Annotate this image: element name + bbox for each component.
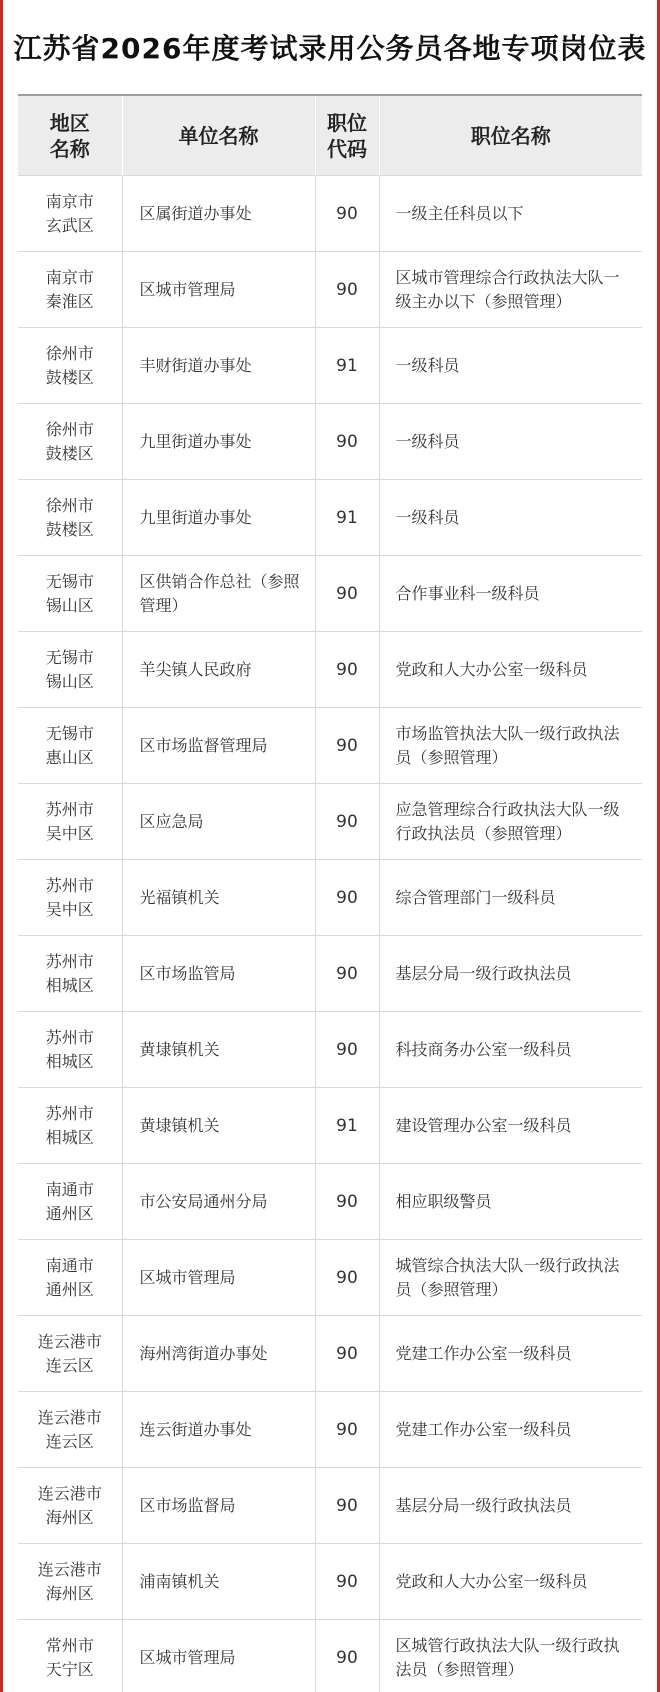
region-cell xyxy=(18,252,122,328)
region-cell xyxy=(18,556,122,632)
header-code-line2: 代码 xyxy=(327,136,367,161)
code-cell: 90 xyxy=(315,860,379,936)
region-cell xyxy=(18,1240,122,1316)
table-row xyxy=(18,632,642,708)
code-cell: 91 xyxy=(315,480,379,556)
position-cell: 城管综合执法大队一级行政执法员（参照管理） xyxy=(379,1240,642,1316)
code-cell: 90 xyxy=(315,1012,379,1088)
district-name: 吴中区 xyxy=(45,899,94,919)
code-cell: 90 xyxy=(315,1620,379,1692)
unit-cell: 连云街道办事处 xyxy=(122,1392,315,1468)
position-cell: 一级科员 xyxy=(379,404,642,480)
unit-cell: 区城市管理局 xyxy=(122,1240,315,1316)
code-cell: 90 xyxy=(315,1468,379,1544)
city-name: 连云港市 xyxy=(37,1407,102,1427)
district-name: 相城区 xyxy=(45,1127,94,1147)
unit-cell: 黄埭镇机关 xyxy=(122,1012,315,1088)
code-cell: 90 xyxy=(315,252,379,328)
position-cell: 区城市管理综合行政执法大队一级主办以下（参照管理） xyxy=(379,252,642,328)
code-cell: 90 xyxy=(315,1316,379,1392)
code-cell: 90 xyxy=(315,1392,379,1468)
unit-cell: 九里街道办事处 xyxy=(122,480,315,556)
table-row xyxy=(18,784,642,860)
table-row xyxy=(18,708,642,784)
code-cell: 90 xyxy=(315,176,379,252)
region-cell xyxy=(18,328,122,404)
header-code xyxy=(315,95,379,176)
code-cell: 91 xyxy=(315,1088,379,1164)
district-name: 连云区 xyxy=(45,1431,94,1451)
position-cell: 合作事业科一级科员 xyxy=(379,556,642,632)
region-cell xyxy=(18,1620,122,1692)
table-row xyxy=(18,1316,642,1392)
district-name: 海州区 xyxy=(45,1507,94,1527)
position-cell: 党政和人大办公室一级科员 xyxy=(379,1544,642,1620)
unit-cell: 区市场监管局 xyxy=(122,936,315,1012)
district-name: 鼓楼区 xyxy=(45,519,94,539)
region-cell xyxy=(18,1012,122,1088)
city-name: 徐州市 xyxy=(45,419,94,439)
header-region-line2: 名称 xyxy=(49,136,90,161)
unit-cell: 区供销合作总社（参照管理） xyxy=(122,556,315,632)
position-cell: 党建工作办公室一级科员 xyxy=(379,1392,642,1468)
region-cell xyxy=(18,632,122,708)
unit-cell: 九里街道办事处 xyxy=(122,404,315,480)
position-cell: 相应职级警员 xyxy=(379,1164,642,1240)
city-name: 苏州市 xyxy=(45,1103,94,1123)
code-cell: 90 xyxy=(315,1240,379,1316)
city-name: 无锡市 xyxy=(45,723,94,743)
district-name: 天宁区 xyxy=(45,1659,94,1679)
region-cell xyxy=(18,860,122,936)
region-cell xyxy=(18,1316,122,1392)
district-name: 惠山区 xyxy=(45,747,94,767)
table-row xyxy=(18,1164,642,1240)
table-row xyxy=(18,252,642,328)
city-name: 徐州市 xyxy=(45,495,94,515)
table-row xyxy=(18,556,642,632)
district-name: 通州区 xyxy=(45,1279,94,1299)
table-body xyxy=(18,176,642,1692)
city-name: 连云港市 xyxy=(37,1483,102,1503)
unit-cell: 区城市管理局 xyxy=(122,1620,315,1692)
position-cell: 一级主任科员以下 xyxy=(379,176,642,252)
table-header-row xyxy=(18,95,642,176)
district-name: 锡山区 xyxy=(45,671,94,691)
unit-cell: 区市场监督局 xyxy=(122,1468,315,1544)
position-cell: 区城管行政执法大队一级行政执法员（参照管理） xyxy=(379,1620,642,1692)
position-cell: 综合管理部门一级科员 xyxy=(379,860,642,936)
unit-cell: 羊尖镇人民政府 xyxy=(122,632,315,708)
city-name: 连云港市 xyxy=(37,1331,102,1351)
district-name: 海州区 xyxy=(45,1583,94,1603)
header-position: 职位名称 xyxy=(379,95,642,176)
page-title: 江苏省2026年度考试录用公务员各地专项岗位表 xyxy=(13,32,647,65)
city-name: 苏州市 xyxy=(45,875,94,895)
unit-cell: 光福镇机关 xyxy=(122,860,315,936)
region-cell xyxy=(18,1164,122,1240)
region-cell xyxy=(18,1468,122,1544)
district-name: 相城区 xyxy=(45,1051,94,1071)
position-cell: 基层分局一级行政执法员 xyxy=(379,1468,642,1544)
district-name: 吴中区 xyxy=(45,823,94,843)
header-code-line1: 职位 xyxy=(327,110,367,135)
district-name: 鼓楼区 xyxy=(45,367,94,387)
city-name: 徐州市 xyxy=(45,343,94,363)
region-cell xyxy=(18,176,122,252)
header-unit: 单位名称 xyxy=(122,95,315,176)
district-name: 玄武区 xyxy=(45,215,94,235)
code-cell: 90 xyxy=(315,556,379,632)
region-cell xyxy=(18,404,122,480)
city-name: 苏州市 xyxy=(45,1027,94,1047)
region-cell xyxy=(18,1088,122,1164)
header-region xyxy=(18,95,122,176)
code-cell: 90 xyxy=(315,1164,379,1240)
city-name: 苏州市 xyxy=(45,799,94,819)
positions-table xyxy=(18,94,642,1692)
region-cell xyxy=(18,1392,122,1468)
unit-cell: 黄埭镇机关 xyxy=(122,1088,315,1164)
district-name: 连云区 xyxy=(45,1355,94,1375)
code-cell: 90 xyxy=(315,1544,379,1620)
table-row xyxy=(18,1240,642,1316)
table-row xyxy=(18,328,642,404)
table-row xyxy=(18,1012,642,1088)
unit-cell: 海州湾街道办事处 xyxy=(122,1316,315,1392)
table-row xyxy=(18,176,642,252)
table-row xyxy=(18,860,642,936)
position-cell: 建设管理办公室一级科员 xyxy=(379,1088,642,1164)
table-row xyxy=(18,404,642,480)
position-cell: 应急管理综合行政执法大队一级行政执法员（参照管理） xyxy=(379,784,642,860)
city-name: 无锡市 xyxy=(45,571,94,591)
unit-cell: 区应急局 xyxy=(122,784,315,860)
table-container xyxy=(3,94,657,1692)
city-name: 南京市 xyxy=(45,191,94,211)
district-name: 通州区 xyxy=(45,1203,94,1223)
code-cell: 91 xyxy=(315,328,379,404)
city-name: 无锡市 xyxy=(45,647,94,667)
table-row xyxy=(18,1468,642,1544)
district-name: 相城区 xyxy=(45,975,94,995)
table-row xyxy=(18,936,642,1012)
table-row xyxy=(18,1392,642,1468)
position-cell: 一级科员 xyxy=(379,328,642,404)
unit-cell: 市公安局通州分局 xyxy=(122,1164,315,1240)
header-region-line1: 地区 xyxy=(49,110,90,135)
table-row xyxy=(18,1088,642,1164)
district-name: 鼓楼区 xyxy=(45,443,94,463)
unit-cell: 浦南镇机关 xyxy=(122,1544,315,1620)
unit-cell: 区市场监督管理局 xyxy=(122,708,315,784)
city-name: 苏州市 xyxy=(45,951,94,971)
region-cell xyxy=(18,708,122,784)
unit-cell: 区城市管理局 xyxy=(122,252,315,328)
unit-cell: 区属街道办事处 xyxy=(122,176,315,252)
city-name: 南京市 xyxy=(45,267,94,287)
position-cell: 党政和人大办公室一级科员 xyxy=(379,632,642,708)
city-name: 连云港市 xyxy=(37,1559,102,1579)
region-cell xyxy=(18,1544,122,1620)
position-cell: 一级科员 xyxy=(379,480,642,556)
code-cell: 90 xyxy=(315,632,379,708)
table-row xyxy=(18,1620,642,1692)
code-cell: 90 xyxy=(315,936,379,1012)
region-cell xyxy=(18,480,122,556)
city-name: 常州市 xyxy=(45,1635,94,1655)
region-cell xyxy=(18,936,122,1012)
district-name: 锡山区 xyxy=(45,595,94,615)
district-name: 秦淮区 xyxy=(45,291,94,311)
table-row xyxy=(18,1544,642,1620)
city-name: 南通市 xyxy=(45,1255,94,1275)
unit-cell: 丰财街道办事处 xyxy=(122,328,315,404)
position-cell: 党建工作办公室一级科员 xyxy=(379,1316,642,1392)
position-cell: 市场监管执法大队一级行政执法员（参照管理） xyxy=(379,708,642,784)
code-cell: 90 xyxy=(315,784,379,860)
position-cell: 基层分局一级行政执法员 xyxy=(379,936,642,1012)
code-cell: 90 xyxy=(315,708,379,784)
region-cell xyxy=(18,784,122,860)
code-cell: 90 xyxy=(315,404,379,480)
table-row xyxy=(18,480,642,556)
position-cell: 科技商务办公室一级科员 xyxy=(379,1012,642,1088)
city-name: 南通市 xyxy=(45,1179,94,1199)
